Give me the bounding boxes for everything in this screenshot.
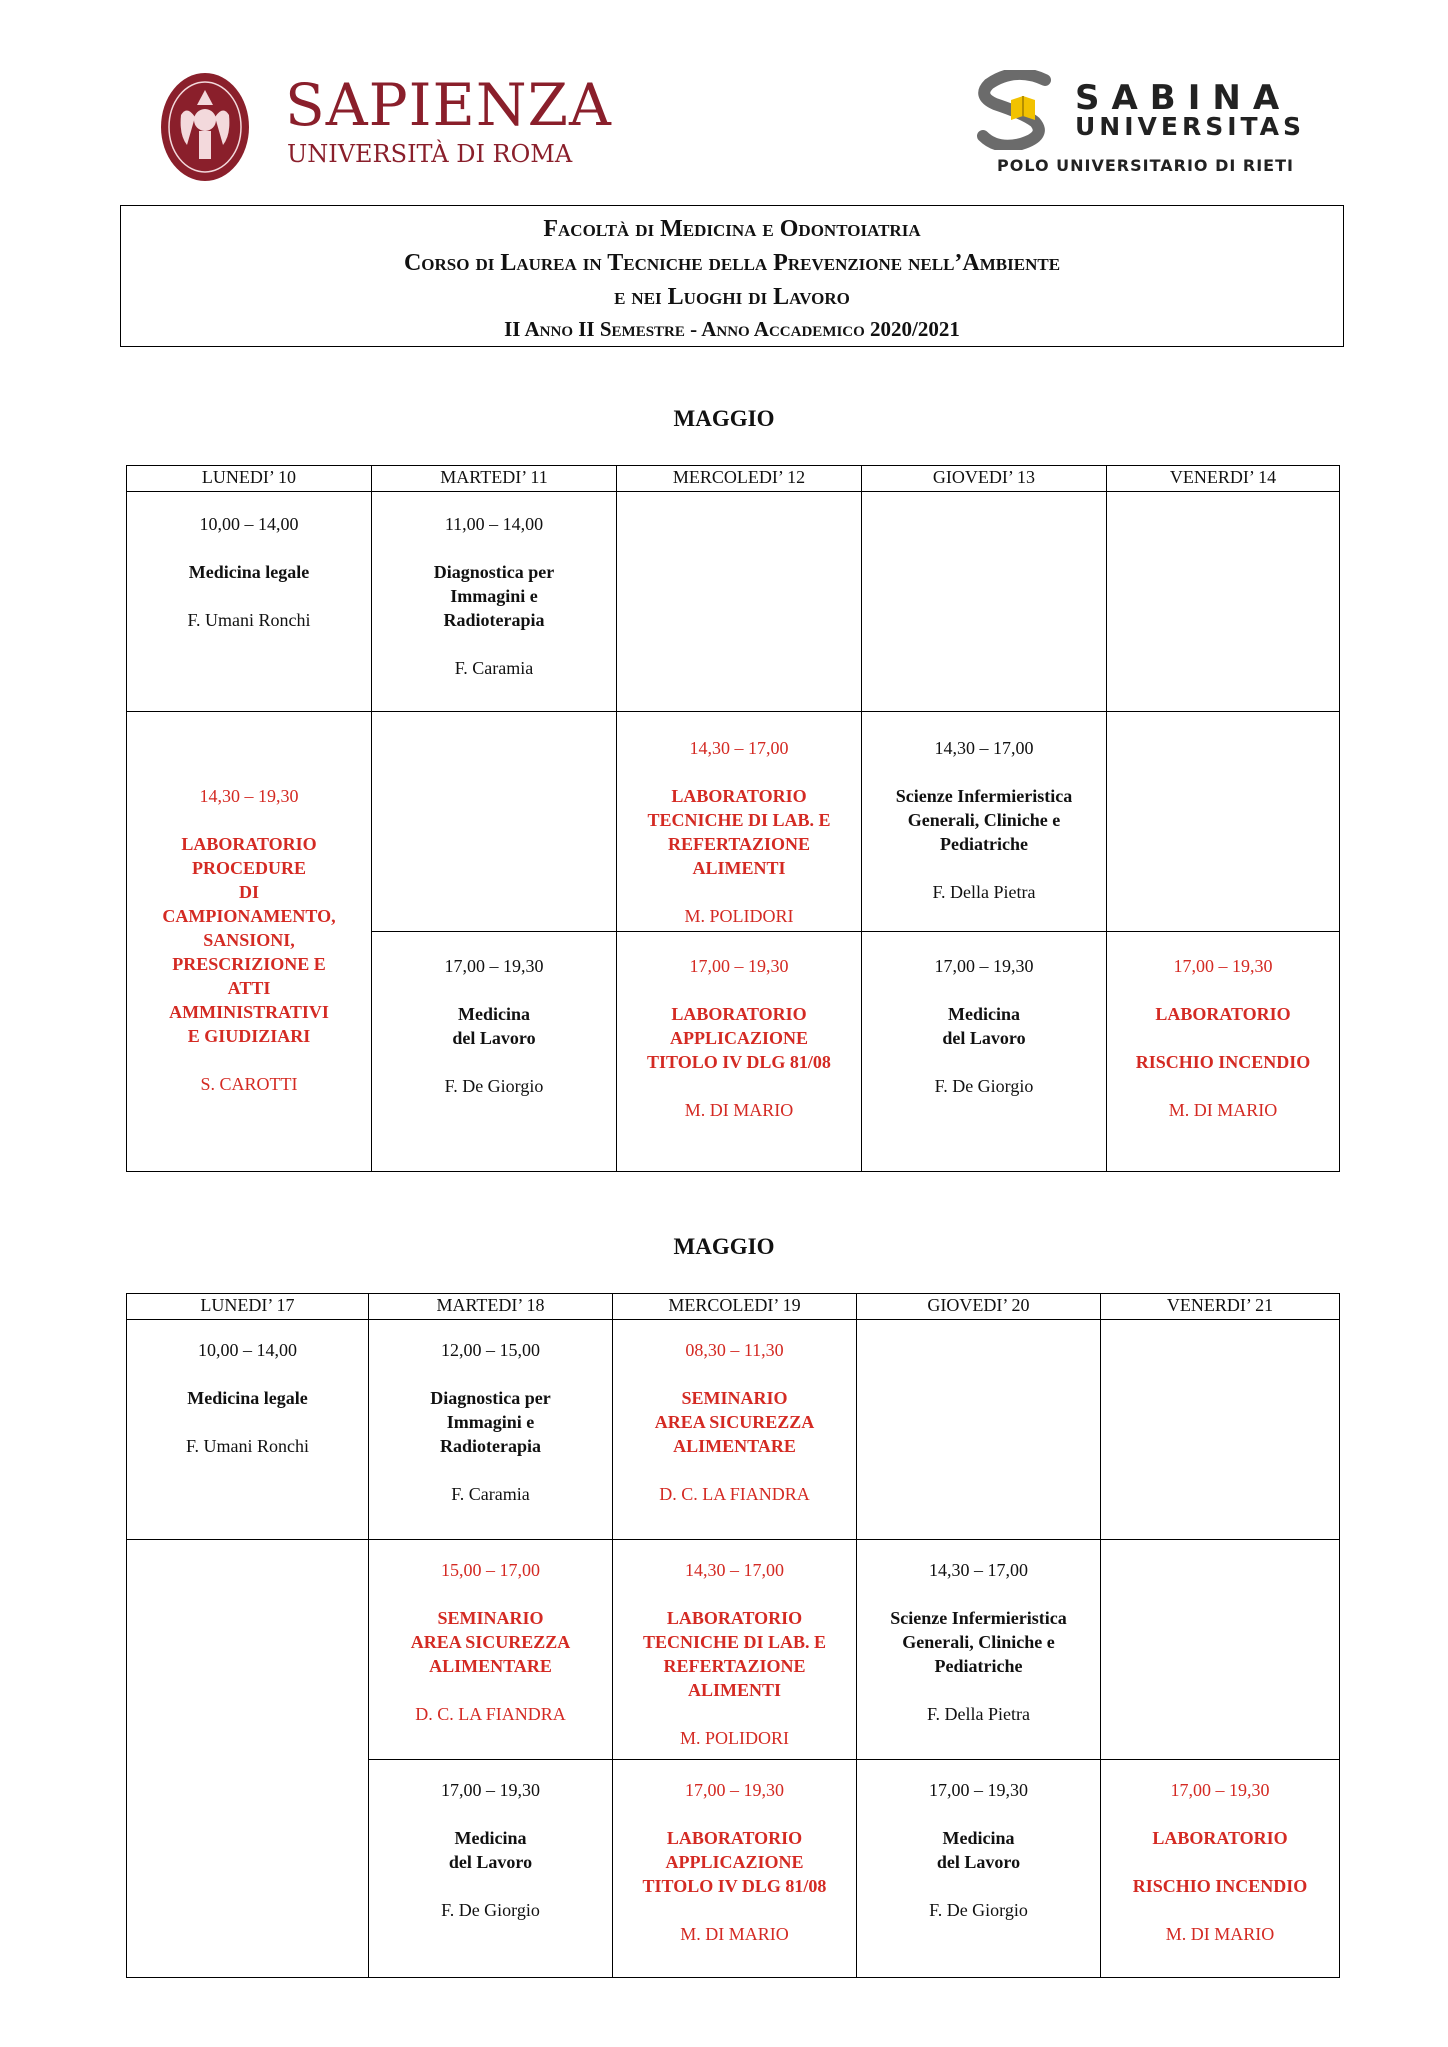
schedule-table-1 (126, 465, 1340, 1172)
slot-fri-am-empty (1101, 1320, 1339, 1540)
slot-time: 15,00 – 17,00 (441, 1560, 540, 1580)
slot-fri-am-empty (1107, 492, 1339, 712)
professor: F. Umani Ronchi (187, 610, 311, 630)
slot-time: 08,30 – 11,30 (685, 1340, 784, 1360)
slot-thu-pm1 (857, 1540, 1101, 1760)
course-name: LABORATORIO (666, 1608, 803, 1628)
day-header: LUNEDI’ 10 (127, 466, 372, 492)
professor: S. CAROTTI (200, 1074, 298, 1094)
slot-time: 14,30 – 17,00 (689, 738, 789, 758)
slot-time: 17,00 – 19,30 (685, 1780, 784, 1800)
slot-mon-am (127, 1320, 369, 1540)
course-name: del Lavoro (448, 1852, 533, 1872)
slot-thu-am-empty (862, 492, 1107, 712)
course-name: Immagini e (446, 1412, 535, 1432)
professor: F. Caramia (451, 1484, 530, 1504)
slot-time: 12,00 – 15,00 (441, 1340, 540, 1360)
course-name: Scienze Infermieristica (890, 1608, 1067, 1628)
month-title-1: MAGGIO (673, 406, 775, 431)
slot-fri-pm2 (1101, 1760, 1339, 1977)
course-name: Diagnostica per (433, 562, 555, 582)
slot-tue-am (369, 1320, 613, 1540)
slot-time: 17,00 – 19,30 (1173, 956, 1273, 976)
professor: F. De Giorgio (929, 1900, 1028, 1920)
course-name: APPLICAZIONE (669, 1028, 808, 1048)
slot-wed-pm2 (613, 1760, 857, 1977)
professor: F. De Giorgio (441, 1900, 540, 1920)
course-name: SANSIONI, (203, 930, 295, 950)
professor: M. POLIDORI (679, 1728, 789, 1748)
course-name: LABORATORIO (1155, 1004, 1291, 1024)
slot-time: 14,30 – 19,30 (199, 786, 299, 806)
day-header: MARTEDI’ 11 (372, 466, 617, 492)
course-name: Scienze Infermieristica (895, 786, 1073, 806)
course-name: ALIMENTI (692, 858, 786, 878)
course-name: Medicina legale (188, 562, 310, 582)
professor: M. DI MARIO (680, 1924, 789, 1944)
slot-mon-pm-empty (127, 1540, 369, 1977)
course-name: TITOLO IV DLG 81/08 (642, 1876, 827, 1896)
slot-tue-pm2 (372, 932, 617, 1171)
course-name: AREA SICUREZZA (410, 1632, 571, 1652)
professor: M. DI MARIO (684, 1100, 794, 1120)
slot-thu-pm1 (862, 712, 1107, 932)
slot-time: 17,00 – 19,30 (1170, 1780, 1270, 1800)
course-name: ALIMENTI (687, 1680, 781, 1700)
course-name: RISCHIO INCENDIO (1135, 1052, 1311, 1072)
slot-wed-am (613, 1320, 857, 1540)
slot-time: 17,00 – 19,30 (689, 956, 789, 976)
course-header (120, 205, 1344, 347)
course-name: TECNICHE DI LAB. E (642, 1632, 827, 1652)
slot-time: 14,30 – 17,00 (929, 1560, 1028, 1580)
professor: F. Umani Ronchi (185, 1436, 310, 1456)
faculty-title: Facoltà di Medicina e Odontoiatria (543, 216, 921, 242)
course-name: CAMPIONAMENTO, (162, 906, 336, 926)
course-name: PROCEDURE (191, 858, 306, 878)
sapienza-logo (157, 65, 717, 185)
academic-year: II Anno II Semestre - Anno Accademico 2020/2021 (504, 317, 960, 341)
day-header: GIOVEDI’ 13 (862, 466, 1107, 492)
professor: M. DI MARIO (1165, 1924, 1275, 1944)
course-name: Radioterapia (440, 1436, 541, 1456)
sabina-subtitle: UNIVERSITAS (1075, 112, 1305, 141)
course-name: LABORATORIO (181, 834, 317, 854)
course-name: Medicina (942, 1828, 1015, 1848)
slot-thu-pm2 (857, 1760, 1101, 1977)
course-name: TECNICHE DI LAB. E (647, 810, 831, 830)
sapienza-seal-icon (157, 65, 257, 185)
slot-tue-pm2 (369, 1760, 613, 1977)
course-name: Pediatriche (934, 1656, 1023, 1676)
slot-time: 11,00 – 14,00 (444, 514, 544, 534)
course-name: REFERTAZIONE (667, 834, 811, 854)
slot-mon-am (127, 492, 372, 712)
professor: F. Della Pietra (926, 1704, 1031, 1724)
course-name: SEMINARIO (681, 1388, 788, 1408)
sabina-book-icon (975, 70, 1065, 150)
slot-wed-pm2 (617, 932, 862, 1171)
course-name: DI (238, 882, 259, 902)
sabina-wordmark: SABINA (1075, 78, 1292, 118)
sapienza-wordmark: SAPIENZA (285, 71, 612, 139)
professor: F. Della Pietra (932, 882, 1036, 902)
slot-wed-pm1 (617, 712, 862, 932)
sapienza-subtitle: UNIVERSITÀ DI ROMA (287, 140, 573, 168)
course-name: ALIMENTARE (673, 1436, 796, 1456)
day-header: MARTEDI’ 18 (369, 1294, 613, 1320)
slot-fri-pm1-empty (1101, 1540, 1339, 1760)
course-name: RISCHIO INCENDIO (1132, 1876, 1308, 1896)
slot-mon-pm (127, 712, 372, 1171)
professor: F. De Giorgio (934, 1076, 1034, 1096)
slot-time: 17,00 – 19,30 (934, 956, 1034, 976)
course-name: Pediatriche (940, 834, 1028, 854)
slot-time: 10,00 – 14,00 (198, 1340, 297, 1360)
professor: D. C. LA FIANDRA (659, 1484, 810, 1504)
professor: D. C. LA FIANDRA (415, 1704, 566, 1724)
slot-tue-pm1-empty (372, 712, 617, 932)
course-name: Medicina (454, 1828, 527, 1848)
course-name: LABORATORIO (1152, 1828, 1288, 1848)
slot-time: 14,30 – 17,00 (934, 738, 1034, 758)
slot-time: 17,00 – 19,30 (929, 1780, 1028, 1800)
sabina-tagline: POLO UNIVERSITARIO DI RIETI (997, 156, 1294, 175)
course-name: AREA SICUREZZA (654, 1412, 815, 1432)
day-header: GIOVEDI’ 20 (857, 1294, 1101, 1320)
course-name: Generali, Cliniche e (902, 1632, 1055, 1652)
course-title-cont: e nei Luoghi di Lavoro (614, 284, 850, 310)
course-name: Diagnostica per (430, 1388, 551, 1408)
sabina-logo (975, 68, 1335, 178)
slot-tue-am (372, 492, 617, 712)
course-name: SEMINARIO (437, 1608, 544, 1628)
slot-thu-am-empty (857, 1320, 1101, 1540)
professor: M. POLIDORI (684, 906, 794, 926)
slot-fri-pm2 (1107, 932, 1339, 1171)
month-title-2: MAGGIO (673, 1234, 775, 1259)
professor: M. DI MARIO (1168, 1100, 1278, 1120)
slot-wed-pm1 (613, 1540, 857, 1760)
course-name: AMMINISTRATIVI (169, 1002, 329, 1022)
course-name: Radioterapia (443, 610, 545, 630)
slot-time: 10,00 – 14,00 (199, 514, 299, 534)
course-name: LABORATORIO (671, 786, 807, 806)
slot-tue-pm1 (369, 1540, 613, 1760)
course-name: Medicina (948, 1004, 1020, 1024)
course-name: TITOLO IV DLG 81/08 (647, 1052, 831, 1072)
course-name: LABORATORIO (671, 1004, 807, 1024)
course-name: Medicina legale (187, 1388, 308, 1408)
course-name: ATTI (227, 978, 271, 998)
slot-time: 14,30 – 17,00 (685, 1560, 784, 1580)
course-name: del Lavoro (452, 1028, 536, 1048)
slot-fri-pm1-empty (1107, 712, 1339, 932)
day-header: LUNEDI’ 17 (127, 1294, 369, 1320)
day-header: VENERDI’ 21 (1101, 1294, 1339, 1320)
slot-time: 17,00 – 19,30 (444, 956, 544, 976)
course-name: PRESCRIZIONE E (172, 954, 326, 974)
course-name: Medicina (458, 1004, 530, 1024)
course-name: del Lavoro (942, 1028, 1026, 1048)
professor: F. Caramia (454, 658, 534, 678)
day-header: MERCOLEDI’ 19 (613, 1294, 857, 1320)
day-header: MERCOLEDI’ 12 (617, 466, 862, 492)
course-name: E GIUDIZIARI (187, 1026, 311, 1046)
slot-time: 17,00 – 19,30 (441, 1780, 540, 1800)
slot-wed-am-empty (617, 492, 862, 712)
schedule-table-2 (126, 1293, 1340, 1978)
course-name: Immagini e (450, 586, 538, 606)
professor: F. De Giorgio (444, 1076, 544, 1096)
course-name: REFERTAZIONE (663, 1656, 806, 1676)
course-title: Corso di Laurea in Tecniche della Prevenzione nell’Ambiente (403, 250, 1061, 276)
day-header: VENERDI’ 14 (1107, 466, 1339, 492)
course-name: LABORATORIO (666, 1828, 803, 1848)
course-name: del Lavoro (936, 1852, 1021, 1872)
course-name: APPLICAZIONE (665, 1852, 804, 1872)
slot-thu-pm2 (862, 932, 1107, 1171)
course-name: ALIMENTARE (429, 1656, 552, 1676)
course-name: Generali, Cliniche e (907, 810, 1061, 830)
